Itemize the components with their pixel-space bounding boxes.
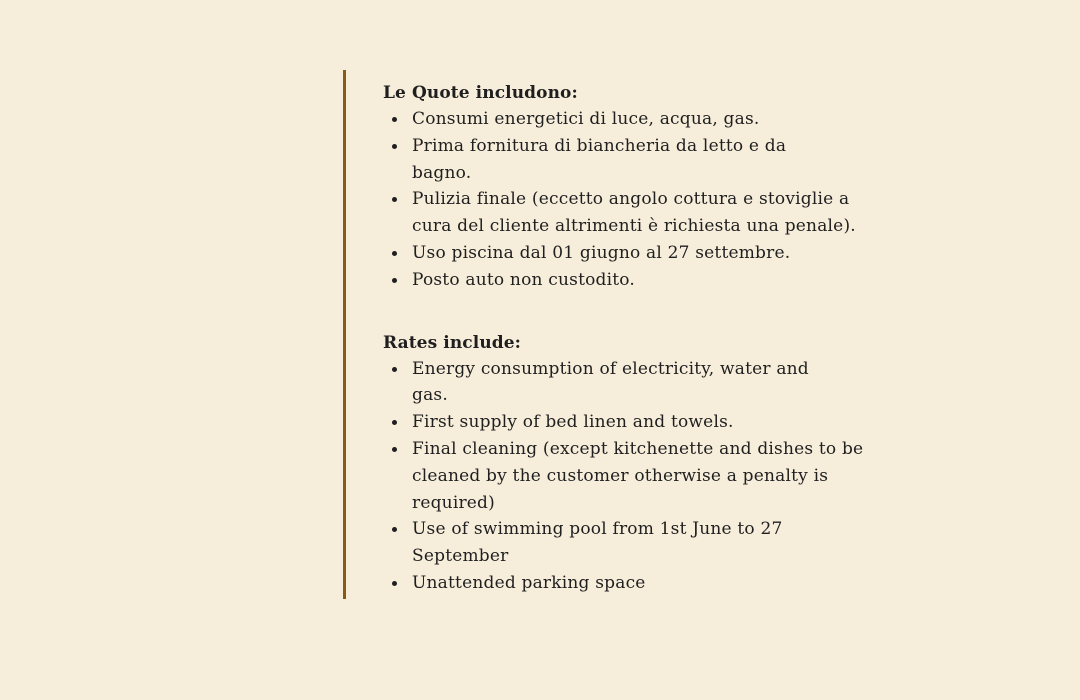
list-item: Final cleaning (except kitchenette and dishes to be cleaned by the customer otherwise a penalty is required) <box>383 436 867 516</box>
list-item: Energy consumption of electricity, water and gas. <box>383 356 842 410</box>
section-spacer <box>383 294 873 330</box>
list-item: Unattended parking space <box>383 570 842 597</box>
english-section-title: Rates include: <box>383 332 522 353</box>
italian-list <box>383 106 873 294</box>
list-item: Consumi energetici di luce, acqua, gas. <box>383 106 807 133</box>
rates-card <box>343 70 883 599</box>
list-item: Use of swimming pool from 1st June to 27 September <box>383 516 817 570</box>
accent-bar <box>343 70 346 599</box>
list-item: Uso piscina dal 01 giugno al 27 settembre. <box>383 240 882 267</box>
rates-content <box>383 80 873 597</box>
list-item: Pulizia finale (eccetto angolo cottura e stoviglie a cura del cliente altrimenti è richiesta una penale). <box>383 186 882 240</box>
english-list <box>383 356 873 597</box>
list-item: First supply of bed linen and towels. <box>383 409 842 436</box>
list-item: Prima fornitura di biancheria da letto e da bagno. <box>383 133 807 187</box>
italian-section-title: Le Quote includono: <box>383 83 578 103</box>
list-item: Posto auto non custodito. <box>383 267 882 294</box>
